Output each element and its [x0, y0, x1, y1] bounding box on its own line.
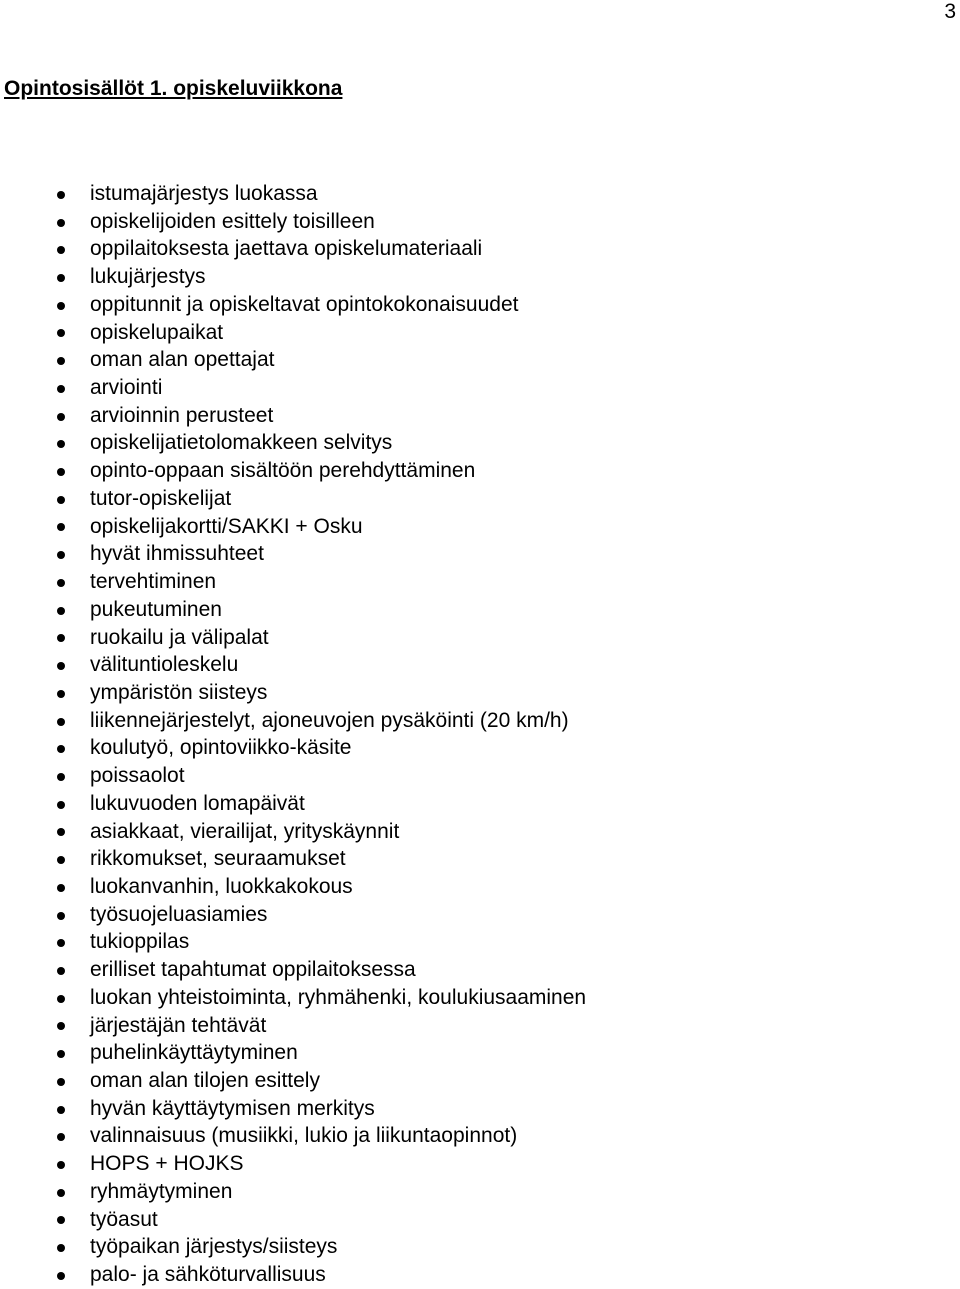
- bullet-icon: [57, 662, 65, 670]
- list-item: [0, 845, 586, 873]
- list-item: [0, 485, 586, 513]
- list-item-label: erilliset tapahtumat oppilaitoksessa: [90, 958, 416, 982]
- bullet-icon: [57, 1022, 65, 1030]
- list-item: [0, 513, 586, 541]
- bullet-icon: [57, 468, 65, 476]
- list-item: [0, 762, 586, 790]
- list-item-label: ryhmäytyminen: [90, 1179, 233, 1203]
- list-item-label: opiskelijakortti/SAKKI + Osku: [90, 514, 363, 538]
- list-item: [0, 1067, 586, 1095]
- list-item: [0, 402, 586, 430]
- list-item-label: arvioinnin perusteet: [90, 403, 274, 427]
- list-item: [0, 1039, 586, 1067]
- bullet-icon: [57, 579, 65, 587]
- list-item-label: rikkomukset, seuraamukset: [90, 847, 346, 871]
- bullet-icon: [57, 690, 65, 698]
- list-item-label: ruokailu ja välipalat: [90, 625, 269, 649]
- bullet-icon: [57, 718, 65, 726]
- bullet-icon: [57, 967, 65, 975]
- list-item: [0, 1122, 586, 1150]
- list-item: [0, 1095, 586, 1123]
- bullet-icon: [57, 357, 65, 365]
- list-item: [0, 1150, 586, 1178]
- bullet-icon: [57, 828, 65, 836]
- bullet-icon: [57, 413, 65, 421]
- list-item-label: luokan yhteistoiminta, ryhmähenki, koulukiusaaminen: [90, 985, 587, 1009]
- list-item-label: työsuojeluasiamies: [90, 902, 268, 926]
- list-item-label: opiskelijatietolomakkeen selvitys: [90, 431, 393, 455]
- list-item-label: tutor-opiskelijat: [90, 486, 232, 510]
- list-item: [0, 346, 586, 374]
- list-item: [0, 235, 586, 263]
- list-item-label: työasut: [90, 1207, 158, 1231]
- list-item: [0, 263, 586, 291]
- bullet-icon: [57, 274, 65, 282]
- topic-list: [0, 180, 586, 1289]
- bullet-icon: [57, 1244, 65, 1252]
- list-item-label: istumajärjestys luokassa: [90, 182, 318, 205]
- list-item-label: lukuvuoden lomapäivät: [90, 791, 305, 815]
- list-item-label: liikennejärjestelyt, ajoneuvojen pysäköinti (20 km/h): [90, 708, 569, 732]
- list-item-label: valinnaisuus (musiikki, lukio ja liikuntaopinnot): [90, 1124, 518, 1148]
- list-item: [0, 1233, 586, 1261]
- list-item-label: hyvän käyttäytymisen merkitys: [90, 1096, 375, 1120]
- list-item: [0, 873, 586, 901]
- list-item-label: arviointi: [90, 376, 163, 400]
- bullet-icon: [57, 856, 65, 864]
- bullet-icon: [57, 607, 65, 615]
- list-item-label: ympäristön siisteys: [90, 680, 268, 704]
- list-item: [0, 956, 586, 984]
- bullet-icon: [57, 801, 65, 809]
- bullet-icon: [57, 995, 65, 1003]
- list-item: [0, 707, 586, 735]
- bullet-icon: [57, 1189, 65, 1197]
- list-item-label: oman alan tilojen esittely: [90, 1069, 320, 1092]
- list-item-label: pukeutuminen: [90, 597, 222, 621]
- list-item-label: opinto-oppaan sisältöön perehdyttäminen: [90, 459, 476, 483]
- list-item-label: välituntioleskelu: [90, 653, 239, 677]
- list-item: [0, 429, 586, 457]
- list-item-label: oppilaitoksesta jaettava opiskelumateriaali: [90, 237, 483, 261]
- list-item-label: luokanvanhin, luokkakokous: [90, 874, 353, 898]
- list-item-label: asiakkaat, vierailijat, yrityskäynnit: [90, 819, 400, 843]
- list-item: [0, 818, 586, 846]
- list-item: [0, 928, 586, 956]
- list-item-label: opiskelijoiden esittely toisilleen: [90, 209, 375, 233]
- list-item: [0, 790, 586, 818]
- list-item: [0, 208, 586, 236]
- bullet-icon: [57, 1078, 65, 1086]
- list-item-label: palo- ja sähköturvallisuus: [90, 1263, 326, 1287]
- bullet-icon: [57, 219, 65, 227]
- list-item-label: työpaikan järjestys/siisteys: [90, 1235, 338, 1259]
- list-item: [0, 596, 586, 624]
- list-item: [0, 901, 586, 929]
- bullet-icon: [57, 1050, 65, 1058]
- bullet-icon: [57, 1161, 65, 1169]
- list-item: [0, 319, 586, 347]
- list-item: [0, 291, 586, 319]
- bullet-icon: [57, 523, 65, 531]
- bullet-icon: [57, 440, 65, 448]
- list-item: [0, 568, 586, 596]
- list-item: [0, 1261, 586, 1289]
- bullet-icon: [57, 912, 65, 920]
- list-item-label: puhelinkäyttäytyminen: [90, 1041, 298, 1065]
- list-item: [0, 984, 586, 1012]
- list-item: [0, 1206, 586, 1234]
- bullet-icon: [57, 1106, 65, 1114]
- list-item-label: järjestäjän tehtävät: [90, 1013, 267, 1037]
- bullet-icon: [57, 745, 65, 753]
- bullet-icon: [57, 773, 65, 781]
- bullet-icon: [57, 191, 65, 199]
- list-item: [0, 624, 586, 652]
- bullet-icon: [57, 302, 65, 310]
- list-item: [0, 1178, 586, 1206]
- bullet-icon: [57, 551, 65, 559]
- bullet-icon: [57, 329, 65, 337]
- list-item-label: tervehtiminen: [90, 570, 217, 594]
- bullet-icon: [57, 939, 65, 947]
- list-item-label: tukioppilas: [90, 930, 190, 954]
- page-heading: Opintosisällöt 1. opiskeluviikkona: [4, 77, 343, 100]
- list-item: [0, 540, 586, 568]
- list-item-label: lukujärjestys: [90, 265, 206, 289]
- bullet-icon: [57, 634, 65, 642]
- bullet-icon: [57, 496, 65, 504]
- list-item: [0, 457, 586, 485]
- bullet-icon: [57, 884, 65, 892]
- list-item: [0, 679, 586, 707]
- list-item: [0, 180, 586, 208]
- bullet-icon: [57, 385, 65, 393]
- list-item-label: opiskelupaikat: [90, 320, 224, 344]
- list-item: [0, 734, 586, 762]
- list-item-label: oman alan opettajat: [90, 348, 275, 372]
- bullet-icon: [57, 1272, 65, 1280]
- list-item: [0, 1012, 586, 1040]
- bullet-icon: [57, 1133, 65, 1141]
- list-item-label: HOPS + HOJKS: [90, 1152, 244, 1176]
- list-item-label: poissaolot: [90, 764, 185, 788]
- list-item-label: koulutyö, opintoviikko-käsite: [90, 736, 352, 760]
- list-item: [0, 374, 586, 402]
- page-number: 3: [944, 0, 956, 23]
- bullet-icon: [57, 246, 65, 254]
- list-item: [0, 651, 586, 679]
- bullet-icon: [57, 1216, 65, 1224]
- list-item-label: oppitunnit ja opiskeltavat opintokokonaisuudet: [90, 292, 519, 316]
- list-item-label: hyvät ihmissuhteet: [90, 542, 264, 566]
